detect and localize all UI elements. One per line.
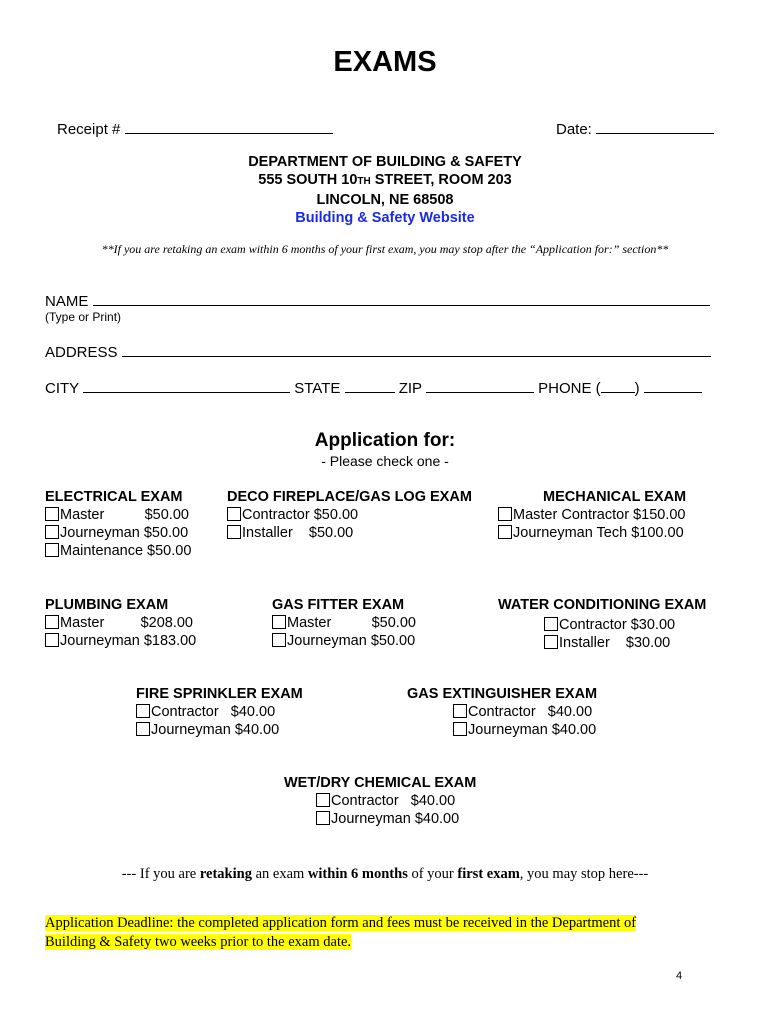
name-input-line[interactable] xyxy=(93,291,710,306)
department-name: DEPARTMENT OF BUILDING & SAFETY xyxy=(248,154,522,170)
checkbox[interactable] xyxy=(227,525,241,539)
checkbox[interactable] xyxy=(45,507,59,521)
checkbox[interactable] xyxy=(453,722,467,736)
application-title: Application for: xyxy=(314,430,456,451)
checkbox[interactable] xyxy=(45,525,59,539)
gas-extinguisher-exam-title xyxy=(407,685,597,703)
date-input-line[interactable] xyxy=(596,119,714,134)
water-conditioning-exam xyxy=(544,616,675,652)
exam-option: Contractor $40.00 xyxy=(453,703,596,721)
exam-title: GAS EXTINGUISHER EXAM xyxy=(407,686,598,702)
checkbox[interactable] xyxy=(544,617,558,631)
exam-option: Contractor $30.00 xyxy=(544,616,675,634)
exam-option: Contractor $50.00 xyxy=(227,506,472,524)
phone-number-line[interactable] xyxy=(644,378,702,393)
checkbox[interactable] xyxy=(498,507,512,521)
application-deadline xyxy=(45,914,685,952)
exam-option: Master $50.00 xyxy=(45,506,191,524)
checkbox[interactable] xyxy=(272,615,286,629)
department-address xyxy=(0,153,770,227)
department-street: 555 SOUTH 10TH STREET, ROOM 203 xyxy=(258,172,512,188)
name-field xyxy=(45,291,710,310)
name-hint: (Type or Print) xyxy=(45,310,122,324)
checkbox[interactable] xyxy=(45,543,59,557)
phone-label: PHONE ( xyxy=(538,380,601,397)
application-subtitle: - Please check one - xyxy=(321,453,449,469)
exam-option: Maintenance $50.00 xyxy=(45,542,191,560)
checkbox[interactable] xyxy=(227,507,241,521)
fire-sprinkler-exam xyxy=(136,685,303,739)
exam-title: GAS FITTER EXAM xyxy=(272,597,405,613)
address-label: ADDRESS xyxy=(45,344,118,361)
date-field xyxy=(556,119,714,138)
exam-option: Journeyman Tech $100.00 xyxy=(498,524,685,542)
exam-title: WATER CONDITIONING EXAM xyxy=(498,597,707,613)
exam-title: WET/DRY CHEMICAL EXAM xyxy=(284,775,477,791)
receipt-input-line[interactable] xyxy=(125,119,333,134)
phone-area-code-line[interactable] xyxy=(601,378,635,393)
city-label: CITY xyxy=(45,380,79,397)
zip-label: ZIP xyxy=(398,380,422,397)
exam-option: Installer $50.00 xyxy=(227,524,472,542)
city-state-zip-phone-row xyxy=(45,378,702,397)
address-input-line[interactable] xyxy=(122,342,711,357)
page-number: 4 xyxy=(676,970,683,982)
wet-dry-chemical-exam xyxy=(316,792,459,828)
exam-option: Contractor $40.00 xyxy=(316,792,459,810)
exam-option: Master Contractor $150.00 xyxy=(498,506,685,524)
exam-option: Installer $30.00 xyxy=(544,634,675,652)
checkbox[interactable] xyxy=(272,633,286,647)
page-title: EXAMS xyxy=(333,46,437,78)
checkbox[interactable] xyxy=(45,633,59,647)
checkbox[interactable] xyxy=(544,635,558,649)
receipt-field xyxy=(57,119,333,138)
mechanical-exam-title xyxy=(543,488,686,506)
exam-option: Journeyman $183.00 xyxy=(45,632,196,650)
exam-option: Journeyman $50.00 xyxy=(272,632,416,650)
exam-title: ELECTRICAL EXAM xyxy=(45,489,183,505)
state-input-line[interactable] xyxy=(345,378,395,393)
checkbox[interactable] xyxy=(316,811,330,825)
exam-option: Journeyman $40.00 xyxy=(136,721,303,739)
gas-extinguisher-exam xyxy=(453,703,596,739)
stop-here-note: --- If you are retaking an exam within 6 months of your first exam, you may stop here--- xyxy=(121,866,649,882)
date-label: Date: xyxy=(556,121,592,138)
checkbox[interactable] xyxy=(316,793,330,807)
exam-option: Journeyman $40.00 xyxy=(316,810,459,828)
state-label: STATE xyxy=(294,380,341,397)
zip-input-line[interactable] xyxy=(426,378,534,393)
water-conditioning-exam-title xyxy=(498,596,706,614)
exam-title: DECO FIREPLACE/GAS LOG EXAM xyxy=(227,489,472,505)
deadline-line-1: Application Deadline: the completed application form and fees must be received in the Department of xyxy=(45,915,637,931)
electrical-exam xyxy=(45,488,191,560)
checkbox[interactable] xyxy=(453,704,467,718)
exam-option: Journeyman $50.00 xyxy=(45,524,191,542)
exam-title: PLUMBING EXAM xyxy=(45,597,169,613)
mechanical-exam xyxy=(498,506,685,542)
plumbing-exam xyxy=(45,596,196,650)
phone-paren: ) xyxy=(634,380,640,397)
address-field xyxy=(45,342,711,361)
exam-option: Journeyman $40.00 xyxy=(453,721,596,739)
checkbox[interactable] xyxy=(136,722,150,736)
gas-fitter-exam xyxy=(272,596,416,650)
checkbox[interactable] xyxy=(498,525,512,539)
exam-title: FIRE SPRINKLER EXAM xyxy=(136,686,303,702)
exam-option: Master $208.00 xyxy=(45,614,196,632)
deco-fireplace-exam xyxy=(227,488,472,542)
retake-note: **If you are retaking an exam within 6 months of your first exam, you may stop after the “Application for:” section** xyxy=(101,242,669,256)
exam-option: Contractor $40.00 xyxy=(136,703,303,721)
wet-dry-chemical-exam-title xyxy=(284,774,476,792)
name-label: NAME xyxy=(45,293,89,310)
city-input-line[interactable] xyxy=(83,378,290,393)
checkbox[interactable] xyxy=(45,615,59,629)
website-link[interactable]: Building & Safety Website xyxy=(295,210,475,226)
receipt-label: Receipt # xyxy=(57,121,121,138)
deadline-line-2: Building & Safety two weeks prior to the exam date. xyxy=(45,934,352,950)
checkbox[interactable] xyxy=(136,704,150,718)
exam-title: MECHANICAL EXAM xyxy=(543,489,687,505)
department-city: LINCOLN, NE 68508 xyxy=(316,192,454,208)
exam-option: Master $50.00 xyxy=(272,614,416,632)
